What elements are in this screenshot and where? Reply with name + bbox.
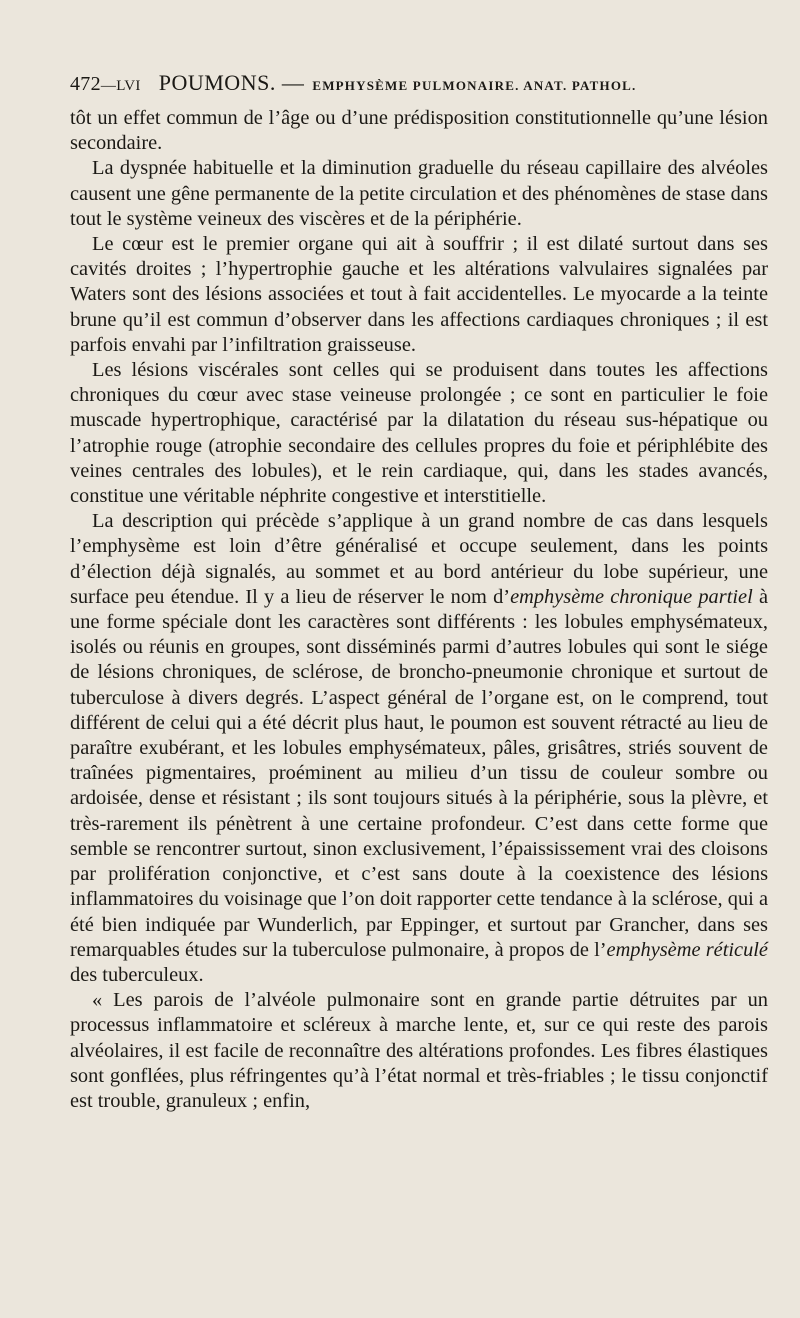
page-number: 472: [70, 73, 101, 95]
italic-term: emphysème chronique partiel: [510, 585, 753, 608]
paragraph-text: à une forme spéciale dont les caractères sont différents : les lobules emphysémateux, isolés ou réunis en groupes, sont disséminés parmi d’autres lobules qui sont le siége de lésions chroniques, de sclérose, de broncho-pneumonie chronique et surtout de tuberculose à divers degrés. L’aspect général de l’organe est, on le comprend, tout différent de celui qui a été décrit plus haut, le poumon est souvent rétracté au lieu de paraître exubérant, et les lobules emphysémateux, pâles, grisâtres, striés souvent de traînées pigmentaires, proéminent au milieu d’un tissu de couleur sombre ou ardoisée, dense et résistant ; ils sont toujours situés à la périphérie, sous la plèvre, et très-rarement ils pénètrent à une certaine profondeur. C’est dans cette forme que semble se rencontrer surtout, sinon exclusivement, l’épaississement vrai des cloisons par prolifération conjonctive, et c’est sans doute à la coexistence des lésions inflammatoires du voisinage que l’on doit rapporter cette tendance à la sclérose, qui a été bien indiquée par Wunderlich, par Eppinger, et surtout par Grancher, dans ses remarquables études sur la tuberculose pulmonaire, à propos de l’: [70, 585, 768, 961]
paragraph: Le cœur est le premier organe qui ait à souffrir ; il est dilaté surtout dans ses cavités droites ; l’hypertrophie gauche et les altérations valvulaires signalées par Waters sont des lésions associées et tout à fait accidentelles. Le myocarde a la teinte brune qu’il est commun d’observer dans les affections cardiaques chroniques ; il est parfois envahi par l’infiltration graisseuse.: [70, 233, 768, 356]
section-mark: —LVI: [100, 78, 141, 94]
paragraph: Les lésions viscérales sont celles qui se produisent dans toutes les affections chroniques du cœur avec stase veineuse prolongée ; ce sont en particulier le foie muscade hypertrophique, caractérisé par la dilatation du réseau sus-hépatique ou l’atrophie rouge (atrophie secondaire des cellules propres du foie et périphlébite des veines centrales des lobules), et le rein cardiaque, qui, dans les stades avancés, constitue une véritable néphrite congestive et interstitielle.: [70, 359, 768, 508]
paragraph: tôt un effet commun de l’âge ou d’une prédisposition constitutionnelle qu’une lésion secondaire.: [70, 107, 768, 155]
running-subtitle: EMPHYSÈME PULMONAIRE. ANAT. PATHOL.: [312, 78, 637, 93]
paragraph: La dyspnée habituelle et la diminution graduelle du réseau capillaire des alvéoles causent une gêne permanente de la petite circulation et des phénomènes de stase dans tout le système veineux des viscères et de la périphérie.: [70, 157, 768, 230]
body-text: [70, 106, 768, 1114]
italic-term: emphysème réticulé: [606, 938, 768, 961]
paragraph-text: La description qui précède s’applique à un grand nombre de cas dans lesquels l’emphysème est loin d’être généralisé et occupe seulement, dans les points d’élection déjà signalés, au sommet et au bord antérieur du lobe supérieur, une surface peu étendue. Il y a lieu de réserver le nom d’: [70, 510, 768, 608]
paragraph: « Les parois de l’alvéole pulmonaire sont en grande partie détruites par un processus inflammatoire et scléreux à marche lente, et, sur ce qui reste des parois alvéolaires, il est facile de reconnaître des altérations profondes. Les fibres élastiques sont gonflées, plus réfringentes qu’à l’état normal et très-friables ; le tissu conjonctif est trouble, granuleux ; enfin,: [70, 989, 768, 1112]
paragraph: [70, 509, 768, 988]
running-head: [70, 70, 768, 106]
running-title: POUMONS. —: [158, 70, 305, 95]
paragraph-text: des tuberculeux.: [70, 963, 204, 986]
